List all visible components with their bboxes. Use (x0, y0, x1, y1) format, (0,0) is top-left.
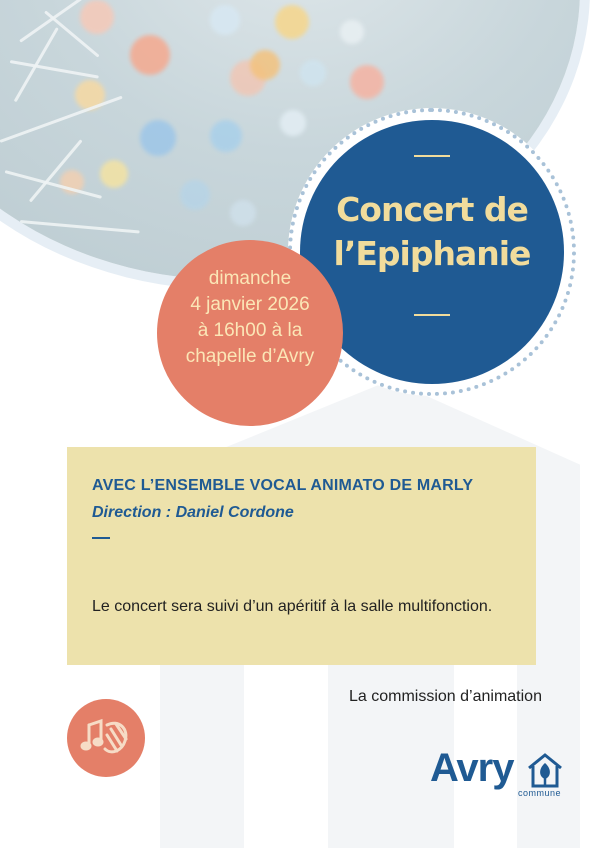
date-line-1: dimanche (208, 268, 292, 289)
ensemble-heading: AVEC L’ENSEMBLE VOCAL ANIMATO DE MARLY (92, 477, 474, 494)
date-line-2: 4 janvier 2026 (190, 294, 310, 315)
logo-subtitle: commune (518, 788, 562, 798)
logo-wordmark: Avry (430, 746, 514, 790)
music-icon-circle (67, 699, 145, 777)
event-date-place (157, 266, 343, 370)
avry-logo (430, 745, 570, 805)
music-notes-icon (67, 699, 145, 777)
aperitif-note: Le concert sera suivi d’un apéritif à la salle multifonction. (92, 598, 493, 615)
title-line-1: Concert de (336, 190, 528, 229)
title-line-2: l’Epiphanie (333, 234, 531, 273)
direction-credit: Direction : Daniel Cordone (92, 504, 294, 521)
date-line-4: chapelle d’Avry (185, 346, 315, 367)
concert-title (300, 188, 564, 276)
info-dash (92, 537, 110, 539)
organizer-signature: La commission d’animation (349, 688, 542, 705)
title-top-dash (414, 155, 450, 157)
title-bottom-dash (414, 314, 450, 316)
house-tree-icon (526, 751, 564, 789)
date-line-3: à 16h00 à la (197, 320, 303, 341)
